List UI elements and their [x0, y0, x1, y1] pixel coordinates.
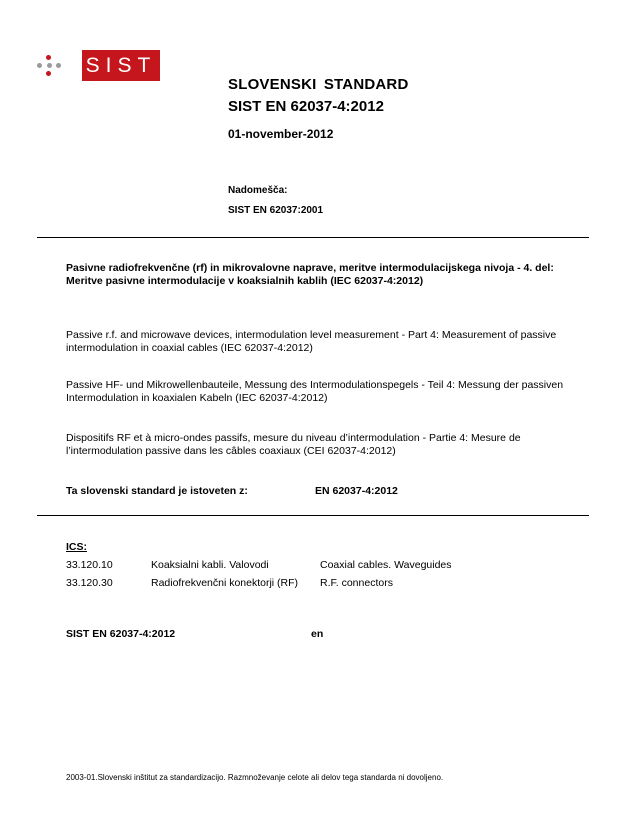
- standard-number: SIST EN 62037-4:2012: [228, 98, 384, 115]
- logo-dot: [37, 63, 42, 68]
- title-english: Passive r.f. and microwave devices, intermodulation level measurement - Part 4: Measurement of passive intermodulation in coaxial cables (IEC 62037-4:2012): [66, 329, 557, 354]
- title-german: Passive HF- und Mikrowellenbauteile, Messung des Intermodulationspegels - Teil 4: Messung der passiven Intermodulation in koaxialen Kabeln (IEC 62037-4:2012): [66, 379, 564, 404]
- standard-reference: SIST EN 62037-4:2012: [66, 628, 176, 640]
- identity-label: Ta slovenski standard je istoveten z:: [66, 485, 248, 497]
- ics-description-slovenian: Koaksialni kabli. Valovodi: [151, 559, 269, 571]
- ics-description-english: Coaxial cables. Waveguides: [320, 559, 452, 571]
- logo-dot: [47, 63, 52, 68]
- language-code: en: [311, 628, 324, 640]
- ics-code: 33.120.10: [66, 559, 113, 571]
- standard-title: SLOVENSKI STANDARD: [228, 76, 409, 93]
- ics-description-slovenian: Radiofrekvenčni konektorji (RF): [151, 577, 299, 589]
- copyright-footer: 2003-01.Slovenski inštitut za standardizacijo. Razmnoževanje celote ali delov tega standarda ni dovoljeno.: [66, 773, 444, 782]
- ics-code: 33.120.30: [66, 577, 113, 589]
- replaces-value: SIST EN 62037:2001: [228, 205, 324, 216]
- ics-description-english: R.F. connectors: [320, 577, 393, 589]
- sist-logo: [36, 50, 164, 84]
- logo-wordmark: SIST: [82, 50, 160, 81]
- title-french: Dispositifs RF et à micro-ondes passifs, mesure du niveau d’intermodulation - Partie 4: Mesure de l’intermodulation passive dans les câbles coaxiaux (CEI 62037-4:2012): [66, 432, 521, 457]
- replaces-label: Nadomešča:: [228, 185, 288, 196]
- title-slovenian: Pasivne radiofrekvenčne (rf) in mikrovalovne naprave, meritve intermodulacijskega nivoja - 4. del: Meritve pasivne intermodulacije v koaksialnih kablih (IEC 62037-4:2012): [66, 262, 554, 287]
- ics-heading: ICS:: [66, 541, 87, 553]
- logo-dot: [56, 63, 61, 68]
- divider-middle: [37, 515, 589, 516]
- logo-dot: [46, 55, 51, 60]
- logo-dot: [46, 71, 51, 76]
- identity-value: EN 62037-4:2012: [315, 485, 398, 497]
- divider-top: [37, 237, 589, 238]
- publication-date: 01-november-2012: [228, 127, 334, 141]
